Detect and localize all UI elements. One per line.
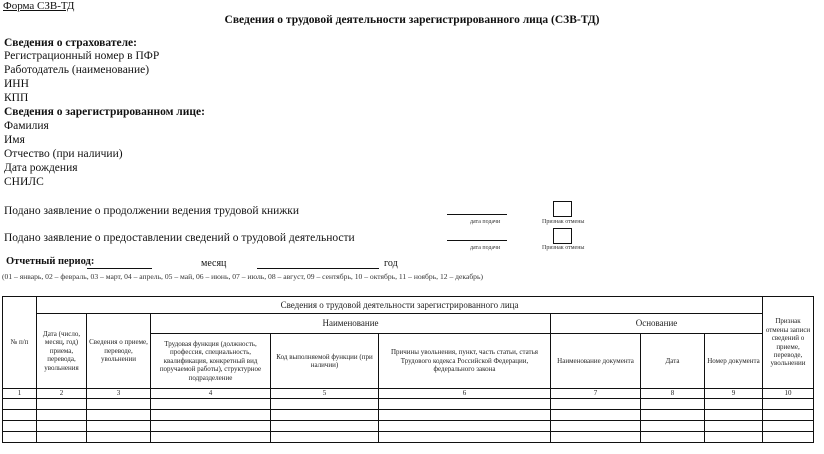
period-label: Отчетный период: [6, 256, 95, 267]
form-link[interactable]: Форма СЗВ-ТД [3, 0, 75, 12]
table-row [3, 432, 814, 443]
col-number: 2 [37, 389, 87, 399]
date-caption-1: дата подачи [470, 219, 501, 225]
insurer-field-reg-number: Регистрационный номер в ПФР [4, 50, 160, 62]
col-number: 7 [551, 389, 641, 399]
col-number: 1 [3, 389, 37, 399]
person-heading: Сведения о зарегистрированном лице: [4, 106, 205, 118]
cancel-checkbox-2[interactable] [553, 228, 572, 244]
period-month-line[interactable] [87, 268, 152, 269]
col-date-header: Дата (число, месяц, год) приема, перевода, увольнения [37, 314, 87, 389]
cancel-checkbox-1[interactable] [553, 201, 572, 217]
col-number: 10 [763, 389, 814, 399]
period-year-label: год [384, 258, 398, 269]
cancel-caption-2: Признак отмены [542, 245, 585, 251]
col-func-header: Трудовая функция (должность, профессия, специальность, квалификация, конкретный вид поручаемой работы), структурное подразделение [151, 334, 271, 389]
person-field-birthdate: Дата рождения [4, 162, 78, 174]
col-reason-header: Причины увольнения, пункт, часть статьи, статья Трудового кодекса Российской Федерации, федерального закона [379, 334, 551, 389]
statement-continue-book: Подано заявление о продолжении ведения трудовой книжки [4, 205, 300, 217]
table-row [3, 410, 814, 421]
date-line-1[interactable] [447, 214, 507, 215]
group-header: Сведения о трудовой деятельности зарегистрированного лица [37, 297, 763, 314]
col-docnum-header: Номер документа [705, 334, 763, 389]
col-number: 8 [641, 389, 705, 399]
page-title: Сведения о трудовой деятельности зарегистрированного лица (СЗВ-ТД) [224, 14, 600, 26]
col-num-header: № п/п [3, 297, 37, 389]
employment-table [2, 296, 814, 443]
osn-header: Основание [551, 314, 763, 334]
col-number: 5 [271, 389, 379, 399]
date-caption-2: дата подачи [470, 245, 501, 251]
person-field-surname: Фамилия [4, 120, 49, 132]
table-row [3, 421, 814, 432]
insurer-field-inn: ИНН [4, 78, 29, 90]
col-code-header: Код выполняемой функции (при наличии) [271, 334, 379, 389]
col-number: 9 [705, 389, 763, 399]
col-docname-header: Наименование документа [551, 334, 641, 389]
table-row [3, 399, 814, 410]
col-cancel-header: Признак отмены записи сведений о приеме, переводе, увольнении [763, 297, 814, 389]
insurer-field-employer: Работодатель (наименование) [4, 64, 150, 76]
date-line-2[interactable] [447, 240, 507, 241]
col-number: 4 [151, 389, 271, 399]
col-number: 3 [87, 389, 151, 399]
cancel-caption-1: Признак отмены [542, 219, 585, 225]
col-docdate-header: Дата [641, 334, 705, 389]
insurer-field-kpp: КПП [4, 92, 29, 104]
col-number: 6 [379, 389, 551, 399]
insurer-heading: Сведения о страхователе: [4, 37, 137, 49]
period-month-label: месяц [201, 258, 227, 269]
months-hint: (01 – январь, 02 – февраль, 03 – март, 04 – апрель, 05 – май, 06 – июнь, 07 – июль, 08 – август, 09 – сентябрь, 10 – октябрь, 11 – ноябрь, 12 – декабрь) [2, 272, 483, 281]
person-field-snils: СНИЛС [4, 176, 44, 188]
period-year-line[interactable] [257, 268, 379, 269]
person-field-patronymic: Отчество (при наличии) [4, 148, 123, 160]
person-field-name: Имя [4, 134, 25, 146]
col-info-header: Сведения о приеме, переводе, увольнении [87, 314, 151, 389]
statement-provide-info: Подано заявление о предоставлении сведений о трудовой деятельности [4, 232, 355, 244]
naim-header: Наименование [151, 314, 551, 334]
